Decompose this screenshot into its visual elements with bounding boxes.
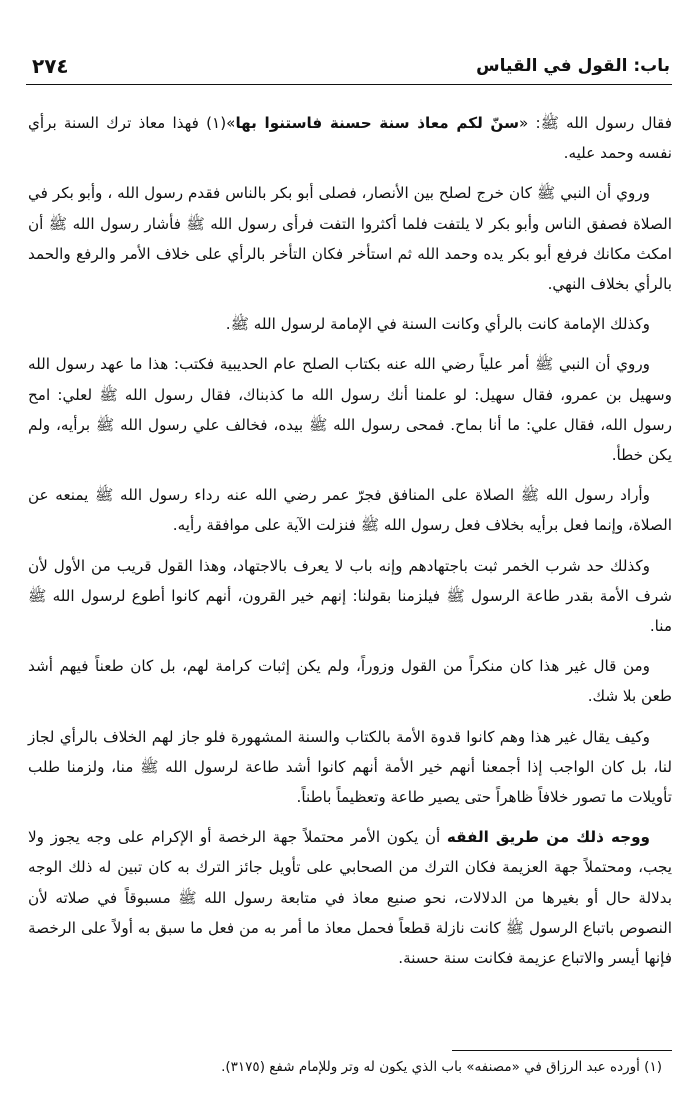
paragraph: وروي أن النبي ﷺ كان خرج لصلح بين الأنصار، فصلى أبو بكر بالناس فقدم رسول الله ، وأبو بكر في الصلاة فصفق الناس وأبو بكر لا يلتفت فلما أكثروا التفت فرأى رسول الله ﷺ فأشار رسول الله ﷺ أن امكث مكانك فرفع أبو بكر يده وحمد الله ثم استأخر فكان التأخر بالرأي على خلاف الأمر والرفع والحمد بالرأي بخلاف النهي. (28, 184, 672, 294)
chapter-title: باب: القول في القياس (476, 56, 670, 76)
section-heading: ووجه ذلك من طريق الفقه (446, 828, 650, 847)
paragraph-rest: أن يكون الأمر محتملاً جهة الرخصة أو الإكرام على وجه يجوز ولا يجب، ومحتملاً جهة العزيمة فكان الترك من الصحابي على تأويل جائز الترك به كان تبين له ذلك الوجه بدلالة حال أو بغيرها من الدلالات، نحو صنيع معاذ في متابعة رسول الله ﷺ مسبوقاً في صلاته لأن النصوص باتباع الرسول ﷺ كانت نازلة قطعاً فحمل معاذ ما أمر به من فعل ما سبق به أولاً على الرخصة فإنها أيسر والاتباع عزيمة فكانت سنة حسنة. (28, 828, 672, 968)
paragraph (28, 108, 672, 168)
paragraph-lead: فقال رسول الله ﷺ: « (519, 114, 672, 132)
hadith-quote: سنّ لكم معاذ سنة حسنة فاستنوا بها (235, 114, 520, 132)
paragraph: وكيف يقال غير هذا وهم كانوا قدوة الأمة بالكتاب والسنة المشهورة فلو جاز لهم الخلاف بالرأي لجاز لنا، بل كان الواجب إذا أجمعنا أنهم خير الأمة أنهم كانوا أشد طاعة لرسول الله ﷺ منا، ولزمنا طلب تأويلات ما تصور خلافاً ظاهراً حتى يصير طاعة وتعظيماً باطناً. (28, 727, 672, 807)
paragraph: ومن قال غير هذا كان منكراً من القول وزوراً، ولم يكن إثبات كرامة لهم، بل كان طعناً فيهم أشد طعن بلا شك. (28, 657, 672, 706)
paragraph: وأراد رسول الله ﷺ الصلاة على المنافق فجرّ عمر رضي الله عنه رداء رسول الله ﷺ يمنعه عن الصلاة، وإنما فعل برأيه بخلاف فعل رسول الله ﷺ فنزلت الآية على موافقة رأيه. (28, 486, 672, 535)
paragraph: وكذلك حد شرب الخمر ثبت باجتهادهم وإنه باب لا يعرف بالاجتهاد، وهذا القول قريب من الأول لأن شرف الأمة بقدر طاعة الرسول ﷺ فيلزمنا بقولنا: إنهم خير القرون، أنهم كانوا أطوع لرسول الله ﷺ منا. (28, 556, 672, 636)
page-header (26, 54, 672, 85)
footnote: (١) أورده عبد الرزاق في «مصنفه» باب الذي يكون له وتر وللإمام شفع (٣١٧٥). (221, 1059, 662, 1075)
footnote-mark: »(١) (206, 114, 236, 132)
paragraph (28, 822, 672, 973)
paragraph: وكذلك الإمامة كانت بالرأي وكانت السنة في الإمامة لرسول الله ﷺ. (225, 315, 650, 334)
page-number: ٢٧٤ (32, 54, 69, 78)
body-text (28, 108, 672, 983)
footnote-divider (452, 1050, 672, 1051)
paragraph-rest: فهذا معاذ ترك السنة برأي نفسه وحمد عليه. (28, 114, 672, 163)
paragraph: وروي أن النبي ﷺ أمر علياً رضي الله عنه بكتاب الصلح عام الحديبية فكتب: هذا ما عهد رسول الله وسهيل بن عمرو، فقال سهيل: لو علمنا أنك رسول الله ما كذبناك، فقال رسول الله ﷺ لعلي: امح رسول الله، فقال علي: ما أنا بماح. فمحى رسول الله ﷺ بيده، فخالف علي رسول الله ﷺ برأيه، ولم يكن خطأ. (28, 355, 672, 465)
